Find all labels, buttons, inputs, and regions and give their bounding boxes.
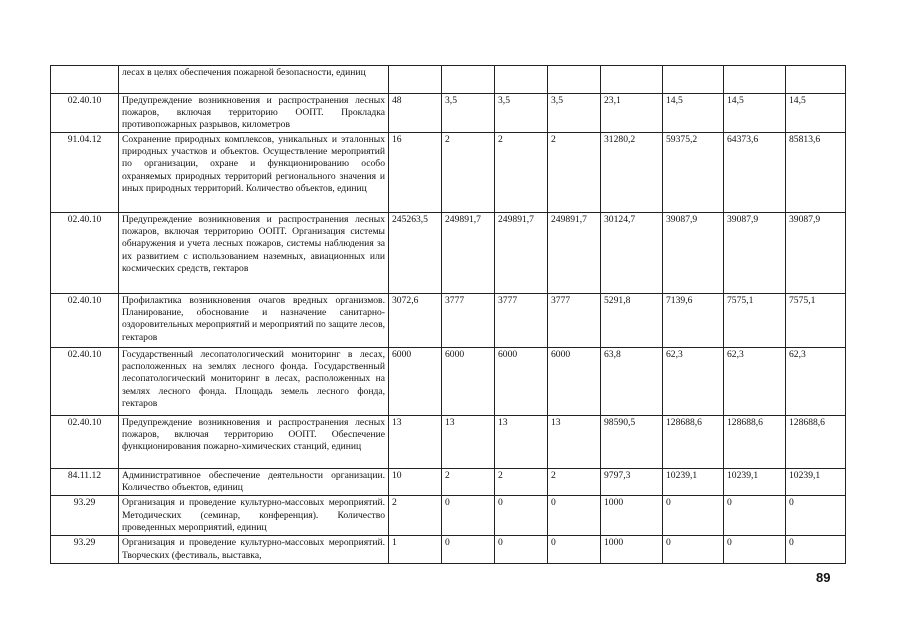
table-row: [51, 133, 846, 213]
value-cell: [786, 66, 846, 94]
value-cell: 30124,7: [601, 213, 663, 294]
value-cell: 10: [389, 469, 442, 496]
table-row: [51, 213, 846, 294]
value-cell: 6000: [495, 348, 548, 416]
table-row: [51, 94, 846, 133]
value-cell: 245263,5: [389, 213, 442, 294]
value-cell: 98590,5: [601, 416, 663, 469]
value-cell: 48: [389, 94, 442, 133]
value-cell: 63,8: [601, 348, 663, 416]
value-cell: 62,3: [663, 348, 724, 416]
okved-code-cell: 91.04.12: [51, 133, 119, 213]
value-cell: 128688,6: [786, 416, 846, 469]
value-cell: 2: [548, 133, 601, 213]
value-cell: 3777: [548, 294, 601, 348]
value-cell: 3777: [495, 294, 548, 348]
value-cell: 39087,9: [724, 213, 786, 294]
value-cell: 2: [548, 469, 601, 496]
value-cell: 6000: [548, 348, 601, 416]
value-cell: 0: [548, 496, 601, 536]
value-cell: 31280,2: [601, 133, 663, 213]
value-cell: 62,3: [724, 348, 786, 416]
value-cell: 9797,3: [601, 469, 663, 496]
value-cell: 0: [663, 536, 724, 563]
value-cell: 59375,2: [663, 133, 724, 213]
value-cell: 13: [548, 416, 601, 469]
value-cell: 7575,1: [724, 294, 786, 348]
value-cell: 10239,1: [786, 469, 846, 496]
value-cell: 2: [442, 133, 495, 213]
value-cell: 128688,6: [663, 416, 724, 469]
value-cell: 0: [786, 536, 846, 563]
value-cell: [442, 66, 495, 94]
value-cell: [548, 66, 601, 94]
value-cell: 13: [389, 416, 442, 469]
table-row: [51, 348, 846, 416]
description-cell: Предупреждение возникновения и распространения лесных пожаров, включая территорию ООПТ. Прокладка противопожарных разрывов, километров: [119, 94, 389, 133]
value-cell: 39087,9: [663, 213, 724, 294]
okved-code-cell: 84.11.12: [51, 469, 119, 496]
value-cell: 0: [786, 496, 846, 536]
description-cell: Предупреждение возникновения и распространения лесных пожаров, включая территорию ООПТ. Организация системы обнаружения и учета лесных пожаров, системы наблюдения за их развитием с использованием наземных, авиационных или космических средств, гектаров: [119, 213, 389, 294]
value-cell: 3777: [442, 294, 495, 348]
description-cell: Профилактика возникновения очагов вредных организмов. Планирование, обоснование и назначение санитарно-оздоровительных мероприятий и мероприятий по защите лесов, гектаров: [119, 294, 389, 348]
value-cell: 0: [548, 536, 601, 563]
table-row: [51, 66, 846, 94]
table-row: [51, 469, 846, 496]
data-table: [50, 65, 846, 564]
value-cell: 249891,7: [548, 213, 601, 294]
value-cell: 0: [724, 536, 786, 563]
value-cell: 85813,6: [786, 133, 846, 213]
value-cell: 6000: [442, 348, 495, 416]
value-cell: 3,5: [495, 94, 548, 133]
value-cell: 10239,1: [663, 469, 724, 496]
value-cell: [663, 66, 724, 94]
value-cell: 0: [442, 496, 495, 536]
description-cell: Административное обеспечение деятельности организации. Количество объектов, единиц: [119, 469, 389, 496]
table-row: [51, 416, 846, 469]
description-cell: Государственный лесопатологический мониторинг в лесах, расположенных на землях лесного фонда. Государственный лесопатологический мониторинг в лесах, расположенных на землях лесного фонда. Площадь земель лесного фонда, гектаров: [119, 348, 389, 416]
value-cell: 249891,7: [442, 213, 495, 294]
value-cell: 2: [389, 496, 442, 536]
value-cell: 23,1: [601, 94, 663, 133]
value-cell: 2: [442, 469, 495, 496]
value-cell: 0: [663, 496, 724, 536]
value-cell: [601, 66, 663, 94]
okved-code-cell: [51, 66, 119, 94]
value-cell: 0: [495, 536, 548, 563]
value-cell: 64373,6: [724, 133, 786, 213]
value-cell: [389, 66, 442, 94]
value-cell: 2: [495, 469, 548, 496]
value-cell: 14,5: [663, 94, 724, 133]
value-cell: 10239,1: [724, 469, 786, 496]
description-cell: лесах в целях обеспечения пожарной безопасности, единиц: [119, 66, 389, 94]
value-cell: 249891,7: [495, 213, 548, 294]
value-cell: [495, 66, 548, 94]
value-cell: 128688,6: [724, 416, 786, 469]
description-cell: Сохранение природных комплексов, уникальных и эталонных природных участков и объектов. Осуществление мероприятий по организации, охране и функционированию особо охраняемых природных территорий регионального значения и иных природных территорий. Количество объектов, единиц: [119, 133, 389, 213]
value-cell: 1: [389, 536, 442, 563]
description-cell: Предупреждение возникновения и распространения лесных пожаров, включая территорию ООПТ. Обеспечение функционирования пожарно-химических станций, единиц: [119, 416, 389, 469]
value-cell: 13: [495, 416, 548, 469]
value-cell: 2: [495, 133, 548, 213]
page-number: 89: [816, 570, 831, 585]
value-cell: 14,5: [786, 94, 846, 133]
value-cell: [724, 66, 786, 94]
value-cell: 0: [442, 536, 495, 563]
value-cell: 0: [724, 496, 786, 536]
value-cell: 16: [389, 133, 442, 213]
table-row: [51, 294, 846, 348]
value-cell: 3,5: [442, 94, 495, 133]
okved-code-cell: 02.40.10: [51, 416, 119, 469]
value-cell: 6000: [389, 348, 442, 416]
okved-code-cell: 02.40.10: [51, 213, 119, 294]
value-cell: 1000: [601, 536, 663, 563]
value-cell: 7139,6: [663, 294, 724, 348]
value-cell: 0: [495, 496, 548, 536]
okved-code-cell: 93.29: [51, 496, 119, 536]
okved-code-cell: 02.40.10: [51, 94, 119, 133]
okved-code-cell: 02.40.10: [51, 294, 119, 348]
description-cell: Организация и проведение культурно-массовых мероприятий. Творческих (фестиваль, выставка,: [119, 536, 389, 563]
value-cell: 1000: [601, 496, 663, 536]
value-cell: 7575,1: [786, 294, 846, 348]
value-cell: 3,5: [548, 94, 601, 133]
value-cell: 5291,8: [601, 294, 663, 348]
table-row: [51, 496, 846, 536]
table-body: [51, 66, 846, 564]
value-cell: 3072,6: [389, 294, 442, 348]
value-cell: 14,5: [724, 94, 786, 133]
value-cell: 13: [442, 416, 495, 469]
okved-code-cell: 02.40.10: [51, 348, 119, 416]
description-cell: Организация и проведение культурно-массовых мероприятий. Методических (семинар, конференция). Количество проведенных мероприятий, единиц: [119, 496, 389, 536]
value-cell: 39087,9: [786, 213, 846, 294]
table-row: [51, 536, 846, 563]
value-cell: 62,3: [786, 348, 846, 416]
okved-code-cell: 93.29: [51, 536, 119, 563]
